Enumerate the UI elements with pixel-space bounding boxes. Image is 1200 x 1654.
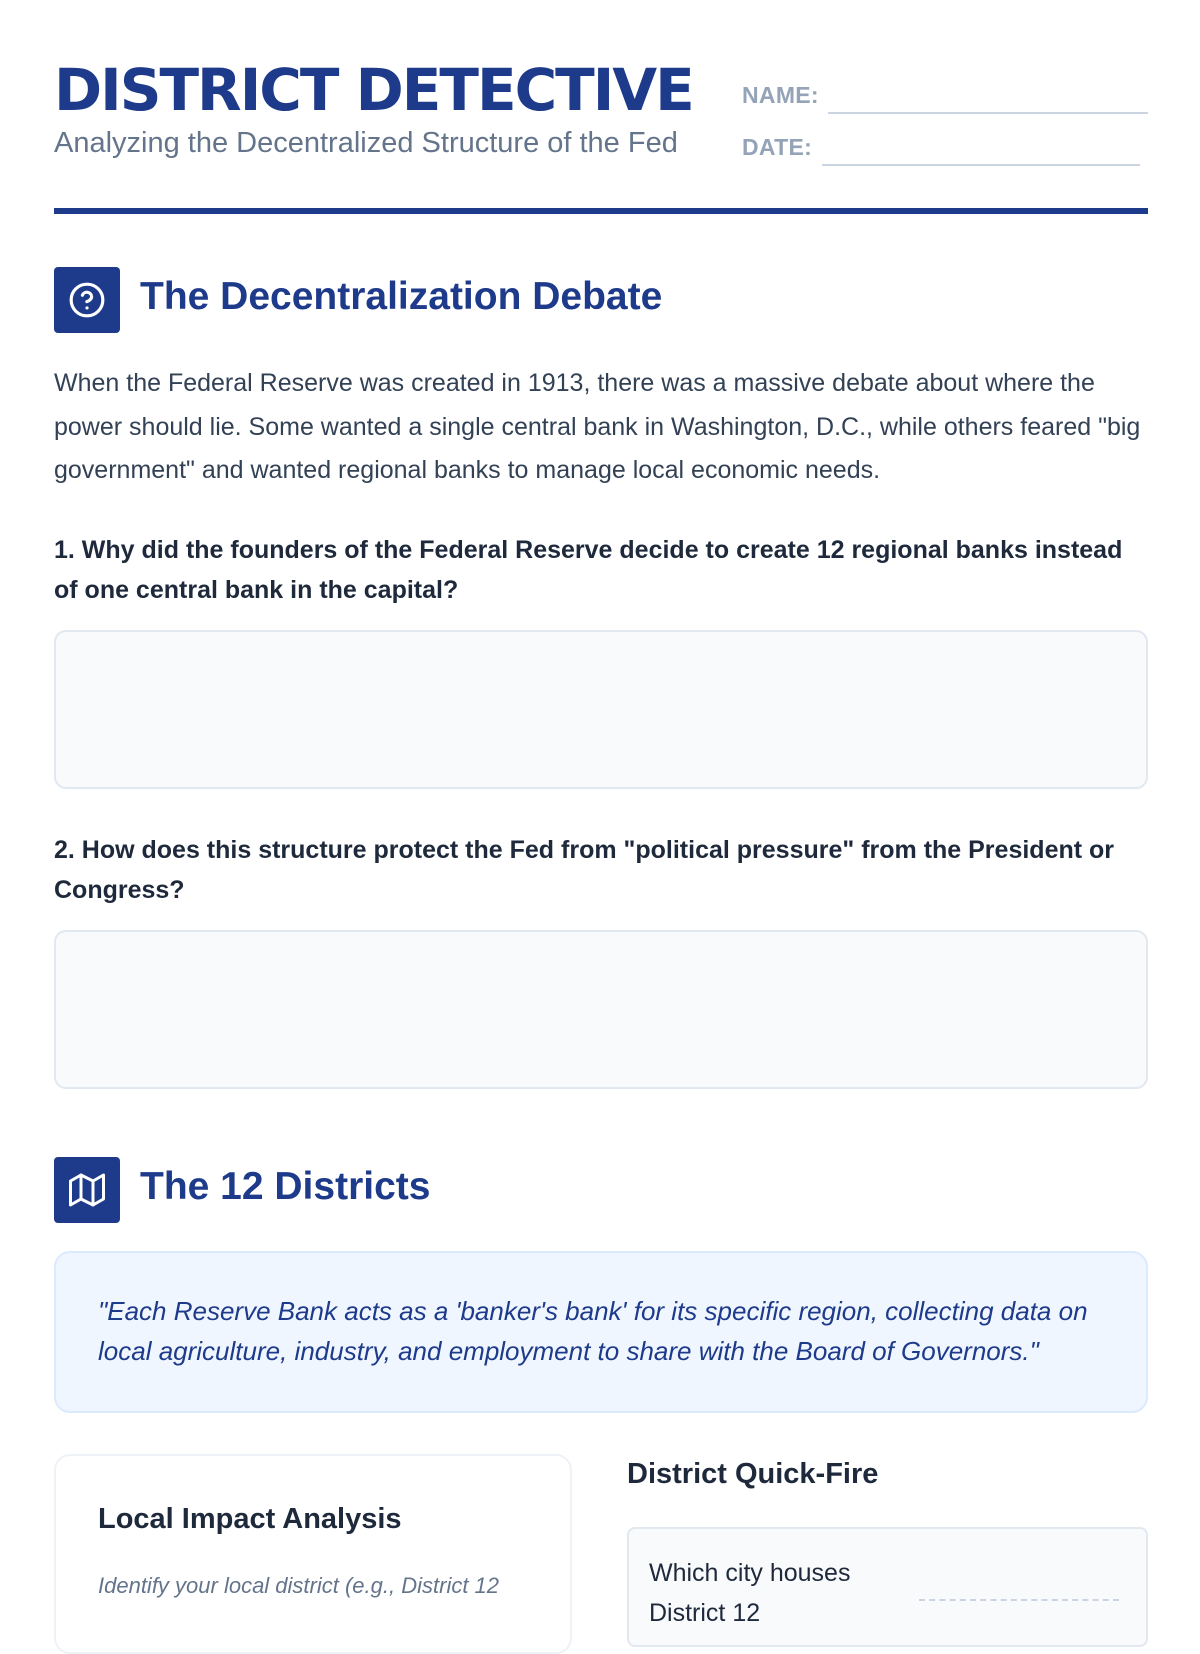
answer-box-1[interactable] (54, 630, 1148, 789)
local-impact-title: Local Impact Analysis (98, 1503, 402, 1535)
date-field[interactable] (742, 126, 1148, 166)
intro-paragraph: When the Federal Reserve was created in 1913, there was a massive debate about where the power should lie. Some wanted a single central bank in Washington, D.C., while others feared "big government" and wanted regional banks to manage local economic needs. (54, 369, 1141, 484)
quick-fire-title: District Quick-Fire (627, 1458, 879, 1490)
quick-fire-answer-line[interactable] (919, 1599, 1119, 1601)
section-title: The Decentralization Debate (140, 275, 663, 318)
map-icon (54, 1157, 120, 1223)
question-circle-icon (54, 267, 120, 333)
worksheet-title: DISTRICT DETECTIVE (54, 56, 693, 124)
name-label: NAME: (742, 82, 819, 108)
quick-fire-question: Which city houses District 12 (649, 1559, 851, 1627)
worksheet-subtitle: Analyzing the Decentralized Structure of the Fed (54, 127, 678, 159)
quote-text: "Each Reserve Bank acts as a 'banker's bank' for its specific region, collecting data on local agriculture, industry, and employment to share with the Board of Governors." (98, 1296, 1088, 1366)
local-impact-prompt: Identify your local district (e.g., District 12 (98, 1573, 500, 1598)
section-heading-districts (54, 1157, 1148, 1223)
header-divider (54, 208, 1148, 214)
date-input-line[interactable] (822, 164, 1140, 166)
question-1: 1. Why did the founders of the Federal Reserve decide to create 12 regional banks instead of one central bank in the capital? (54, 536, 1123, 604)
quote-callout (54, 1251, 1148, 1413)
answer-box-2[interactable] (54, 930, 1148, 1089)
name-input-line[interactable] (828, 112, 1148, 114)
worksheet-header (54, 52, 1148, 212)
local-impact-card (54, 1454, 572, 1654)
quick-fire-box (627, 1527, 1148, 1647)
name-field[interactable] (742, 74, 1148, 114)
question-2: 2. How does this structure protect the Fed from "political pressure" from the President or Congress? (54, 836, 1115, 904)
section-title: The 12 Districts (140, 1165, 431, 1208)
date-label: DATE: (742, 134, 813, 160)
section-heading-debate (54, 267, 1148, 333)
